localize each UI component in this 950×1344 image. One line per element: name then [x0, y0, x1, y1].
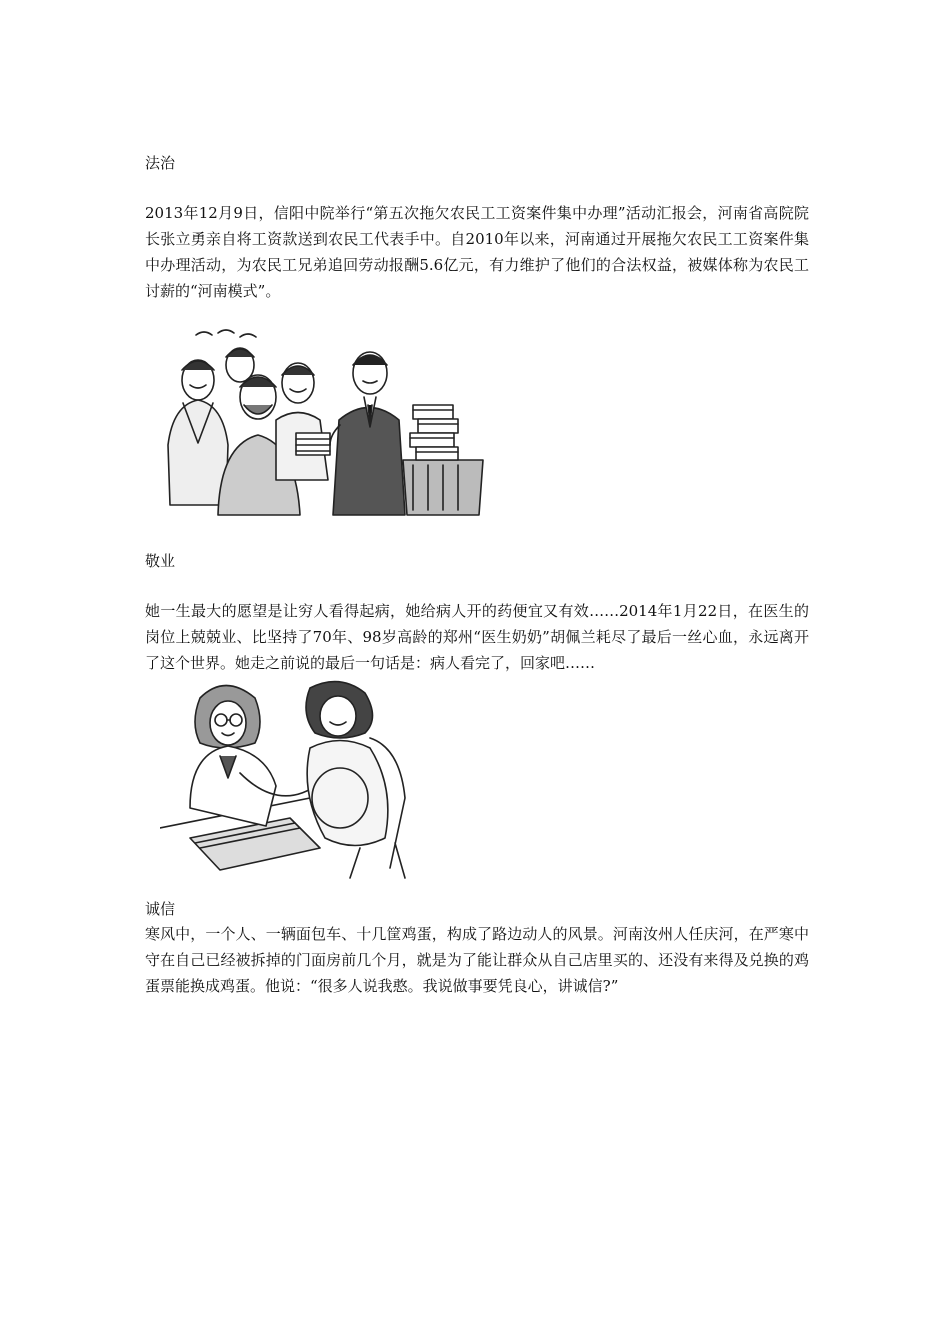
section-body-rule-of-law: 2013年12月9日，信阳中院举行“第五次拖欠农民工工资案件集中办理”活动汇报会，河南省高院院长张立勇亲自将工资款送到农民工代表手中。自2010年以来，河南通过开展拖欠农民工工资案件集中办理活动，为农民工兄弟追回劳动报酬5.6亿元，有力维护了他们的合法权益，被媒体称为农民工讨薪的“河南模式”。 [145, 204, 809, 300]
workers-receiving-wages-illustration [158, 325, 488, 520]
section-heading-rule-of-law: 法治 [145, 154, 176, 172]
section-heading-integrity: 诚信 [145, 900, 176, 918]
doctor-examining-pregnant-woman-illustration [160, 678, 420, 883]
section-body-dedication: 她一生最大的愿望是让穷人看得起病，她给病人开的药便宜又有效……2014年1月22日，在医生的岗位上兢兢业、比坚持了70年、98岁高龄的郑州“医生奶奶”胡佩兰耗尽了最后一丝心血，永远离开了这个世界。她走之前说的最后一句话是：病人看完了，回家吧…… [145, 602, 809, 672]
section-body-integrity: 寒风中，一个人、一辆面包车、十几筐鸡蛋，构成了路边动人的风景。河南汝州人任庆河，在严寒中守在自己已经被拆掉的门面房前几个月，就是为了能让群众从自己店里买的、还没有来得及兑换的鸡蛋票能换成鸡蛋。他说：“很多人说我憨。我说做事要凭良心，讲诚信?” [145, 925, 809, 995]
section-heading-dedication: 敬业 [145, 552, 176, 570]
